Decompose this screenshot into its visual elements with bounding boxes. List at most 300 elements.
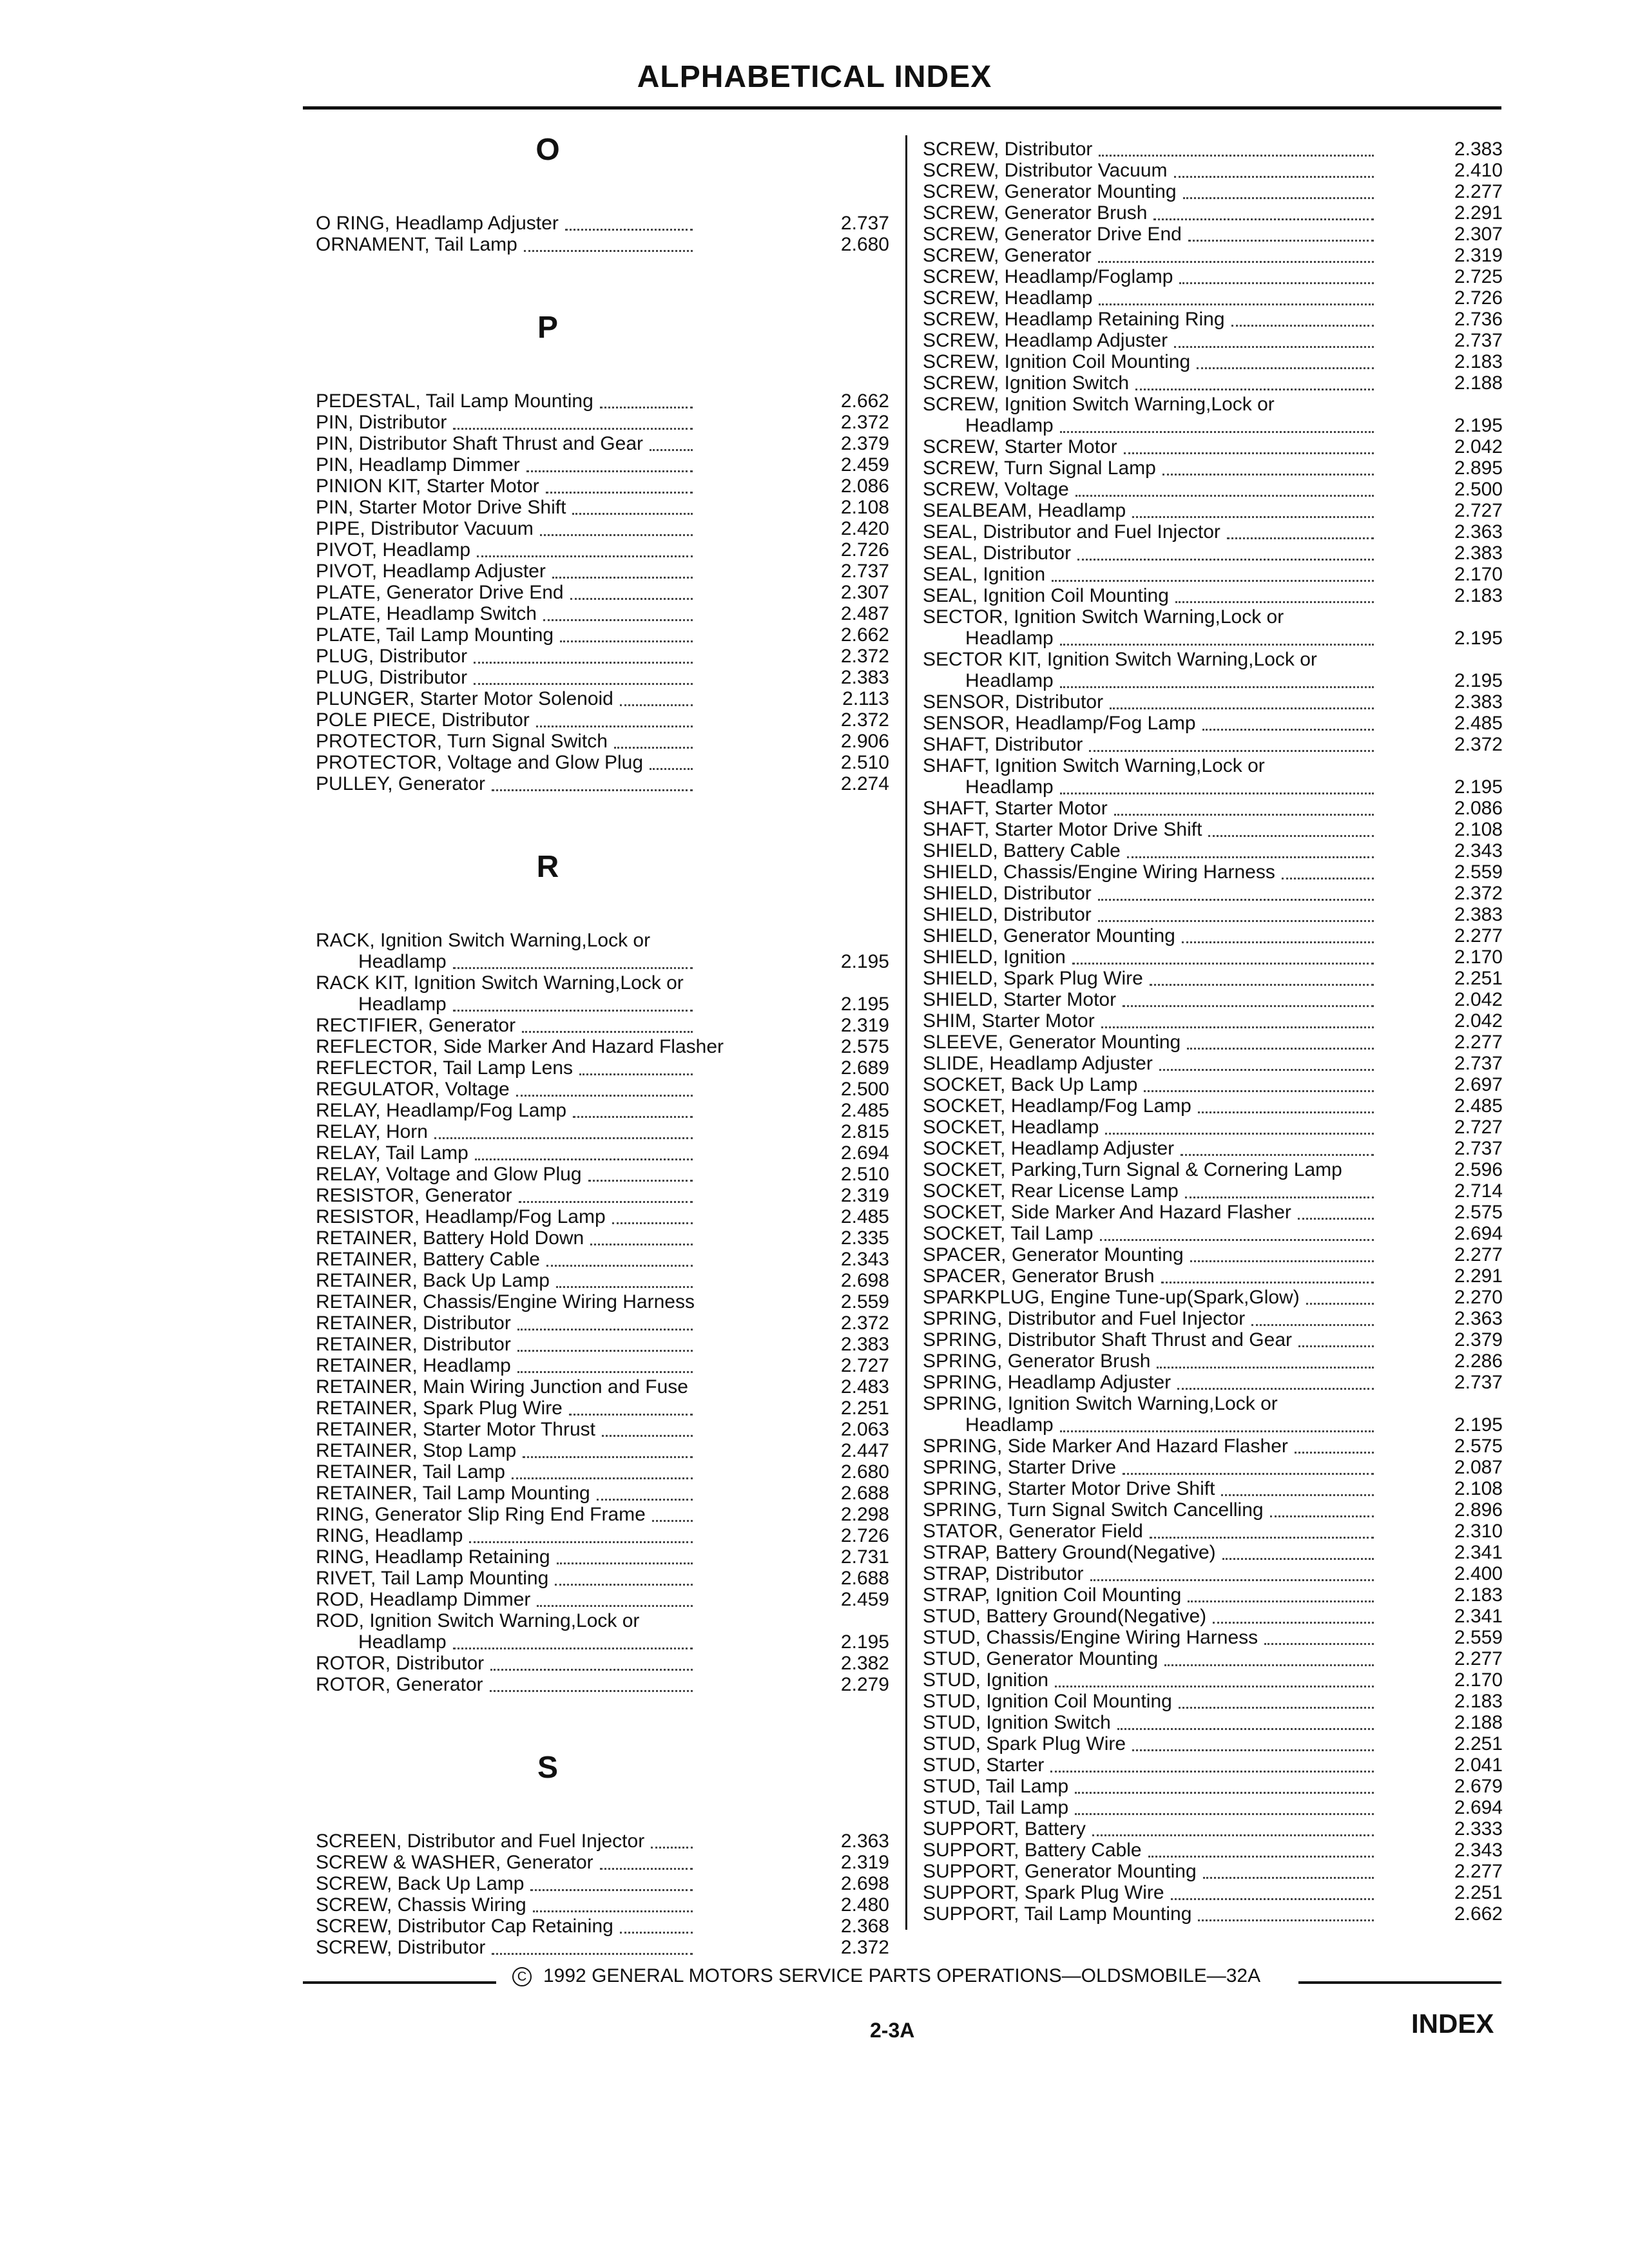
index-entry xyxy=(316,1852,889,1873)
page-reference: 2.379 xyxy=(840,433,889,454)
entry-label: SHIELD, Chassis/Engine Wiring Harness xyxy=(923,861,1275,883)
entry-label: REFLECTOR, Tail Lamp Lens xyxy=(316,1057,574,1079)
copyright-line xyxy=(512,1965,1260,1987)
dot-leader xyxy=(1127,856,1374,858)
dot-leader xyxy=(519,1201,693,1203)
entry-label: RETAINER, Distributor xyxy=(316,1312,511,1334)
dot-leader xyxy=(572,513,693,515)
entry-label: PLATE, Tail Lamp Mounting xyxy=(316,624,554,646)
dot-leader xyxy=(650,768,693,770)
dot-leader xyxy=(620,704,693,706)
page-reference: 2.559 xyxy=(1454,1627,1503,1648)
index-entry xyxy=(316,1937,889,1958)
dot-leader xyxy=(1171,1898,1374,1900)
page-reference: 2.662 xyxy=(840,390,889,412)
dot-leader xyxy=(1135,389,1374,390)
entry-label: RETAINER, Battery Hold Down xyxy=(316,1227,584,1249)
index-entry xyxy=(923,1712,1503,1733)
page-reference: 2.277 xyxy=(1454,925,1503,947)
index-entry xyxy=(923,330,1503,351)
index-entry xyxy=(316,1525,889,1546)
index-entry xyxy=(923,181,1503,202)
page-reference: 2.383 xyxy=(840,667,889,688)
index-entry xyxy=(316,1440,889,1461)
dot-leader xyxy=(1075,495,1374,497)
index-entry xyxy=(923,287,1503,309)
dot-leader xyxy=(1295,1452,1374,1454)
dot-leader xyxy=(469,1541,693,1543)
page-reference: 2.195 xyxy=(1454,670,1503,691)
index-entry xyxy=(923,713,1503,734)
page-reference: 2.694 xyxy=(840,1142,889,1164)
page-reference: 2.372 xyxy=(840,1312,889,1334)
index-entry xyxy=(316,1334,889,1355)
page-reference: 2.170 xyxy=(1454,1669,1503,1691)
index-entry xyxy=(316,688,889,709)
dot-leader xyxy=(597,1499,693,1501)
page-reference: 2.310 xyxy=(1454,1521,1503,1542)
index-entry xyxy=(316,1185,889,1206)
index-entry xyxy=(923,1563,1503,1584)
index-entry xyxy=(923,1202,1503,1223)
page-reference: 2.688 xyxy=(840,1568,889,1589)
entry-label: ROTOR, Generator xyxy=(316,1674,483,1695)
page-reference: 2.188 xyxy=(1454,1712,1503,1733)
entry-label: SCREW, Voltage xyxy=(923,479,1069,500)
page-reference: 2.485 xyxy=(840,1206,889,1227)
entry-label: SOCKET, Side Marker And Hazard Flasher xyxy=(923,1202,1291,1223)
entry-label: SCREW, Generator Mounting xyxy=(923,181,1177,202)
entry-label: PROTECTOR, Turn Signal Switch xyxy=(316,731,608,752)
page-reference: 2.363 xyxy=(840,1831,889,1852)
dot-leader xyxy=(565,229,693,231)
page-reference: 2.485 xyxy=(1454,1095,1503,1117)
entry-label: SPACER, Generator Mounting xyxy=(923,1244,1184,1265)
index-entry xyxy=(316,1483,889,1504)
index-entry xyxy=(316,994,889,1015)
section-letter: P xyxy=(537,311,558,345)
entry-label: Headlamp xyxy=(965,1414,1054,1436)
page-reference: 2.041 xyxy=(1454,1754,1503,1776)
entry-label: SUPPORT, Battery xyxy=(923,1818,1086,1840)
page-reference: 2.420 xyxy=(840,518,889,539)
dot-leader xyxy=(453,1648,693,1649)
dot-leader xyxy=(475,1158,693,1160)
dot-leader xyxy=(1222,1558,1374,1560)
page-reference: 2.500 xyxy=(840,1079,889,1100)
page-reference: 2.343 xyxy=(840,1249,889,1270)
entry-label: SCREW, Ignition Switch Warning,Lock or xyxy=(923,394,1275,415)
dot-leader xyxy=(1089,750,1374,752)
entry-label: SOCKET, Rear License Lamp xyxy=(923,1180,1179,1202)
dot-leader xyxy=(1251,1324,1374,1326)
dot-leader xyxy=(1227,537,1374,539)
entry-label: STRAP, Battery Ground(Negative) xyxy=(923,1542,1216,1563)
page-reference: 2.727 xyxy=(1454,1117,1503,1138)
index-entry xyxy=(923,606,1503,628)
dot-leader xyxy=(1157,1367,1374,1369)
index-entry xyxy=(923,1754,1503,1776)
index-entry xyxy=(316,1355,889,1376)
entry-label: SENSOR, Distributor xyxy=(923,691,1104,713)
dot-leader xyxy=(1179,282,1374,284)
index-entry xyxy=(923,904,1503,925)
dot-leader xyxy=(1188,1600,1374,1602)
page-reference: 2.896 xyxy=(1454,1499,1503,1521)
entry-label: RACK KIT, Ignition Switch Warning,Lock or xyxy=(316,972,684,994)
page-reference: 2.679 xyxy=(1454,1776,1503,1797)
index-entry xyxy=(316,773,889,794)
page-reference: 2.341 xyxy=(1454,1542,1503,1563)
index-entry xyxy=(923,819,1503,840)
index-entry xyxy=(316,1121,889,1142)
entry-label: SCREW, Headlamp Retaining Ring xyxy=(923,309,1225,330)
column-divider xyxy=(905,135,907,1930)
entry-label: SLEEVE, Generator Mounting xyxy=(923,1032,1181,1053)
dot-leader xyxy=(543,619,693,621)
index-entry xyxy=(923,1117,1503,1138)
dot-leader xyxy=(1132,516,1374,518)
entry-label: STRAP, Distributor xyxy=(923,1563,1084,1584)
dot-leader xyxy=(1306,1303,1374,1305)
index-entry xyxy=(316,1589,889,1610)
index-entry xyxy=(923,947,1503,968)
entry-label: SUPPORT, Tail Lamp Mounting xyxy=(923,1903,1192,1925)
index-entry xyxy=(923,1882,1503,1903)
entry-label: PLUG, Distributor xyxy=(316,646,468,667)
entry-label: STUD, Generator Mounting xyxy=(923,1648,1159,1669)
page-reference: 2.341 xyxy=(1454,1606,1503,1627)
index-entry xyxy=(923,500,1503,521)
dot-leader xyxy=(530,1889,693,1891)
entry-label: RETAINER, Tail Lamp Mounting xyxy=(316,1483,590,1504)
dot-leader xyxy=(1117,1728,1374,1730)
index-entry xyxy=(923,968,1503,989)
index-entry xyxy=(923,372,1503,394)
dot-leader xyxy=(1198,1919,1374,1921)
dot-leader xyxy=(556,1286,693,1288)
dot-leader xyxy=(492,1953,693,1955)
dot-leader xyxy=(537,1605,693,1607)
entry-label: SECTOR KIT, Ignition Switch Warning,Lock or xyxy=(923,649,1317,670)
index-entry xyxy=(316,234,889,255)
index-entry xyxy=(316,518,889,539)
page-reference: 2.183 xyxy=(1454,1691,1503,1712)
entry-label: SCREW, Ignition Coil Mounting xyxy=(923,351,1191,372)
dot-leader xyxy=(1150,1537,1374,1539)
section-letter: S xyxy=(537,1751,558,1785)
dot-leader xyxy=(546,1265,693,1267)
entry-label: RELAY, Headlamp/Fog Lamp xyxy=(316,1100,567,1121)
page-reference: 2.319 xyxy=(840,1852,889,1873)
index-entry xyxy=(923,1244,1503,1265)
page-reference: 2.815 xyxy=(840,1121,889,1142)
entry-label: RETAINER, Main Wiring Junction and Fuse xyxy=(316,1376,688,1398)
page-reference: 2.195 xyxy=(1454,776,1503,798)
page-reference: 2.688 xyxy=(840,1483,889,1504)
entry-label: PLUG, Distributor xyxy=(316,667,468,688)
dot-leader xyxy=(536,726,693,727)
entry-label: SCREW & WASHER, Generator xyxy=(316,1852,593,1873)
page-reference: 2.113 xyxy=(842,688,889,709)
entry-label: SHIELD, Battery Cable xyxy=(923,840,1121,861)
dot-leader xyxy=(1105,1133,1374,1135)
entry-label: RIVET, Tail Lamp Mounting xyxy=(316,1568,549,1589)
index-entry xyxy=(316,1227,889,1249)
page-reference: 2.274 xyxy=(840,773,889,794)
entry-label: PIPE, Distributor Vacuum xyxy=(316,518,534,539)
entry-label: RETAINER, Starter Motor Thrust xyxy=(316,1419,595,1440)
dot-leader xyxy=(546,492,693,494)
page-reference: 2.063 xyxy=(840,1419,889,1440)
dot-leader xyxy=(523,1456,693,1458)
page-reference: 2.108 xyxy=(840,497,889,518)
entry-label: PIVOT, Headlamp xyxy=(316,539,471,561)
dot-leader xyxy=(1181,1154,1374,1156)
entry-label: SCREW, Distributor xyxy=(316,1937,486,1958)
section-letter: R xyxy=(536,850,559,884)
index-entry xyxy=(923,224,1503,245)
entry-label: ROTOR, Distributor xyxy=(316,1653,485,1674)
dot-leader xyxy=(1092,1834,1374,1836)
dot-leader xyxy=(517,1350,693,1352)
entry-label: STUD, Starter xyxy=(923,1754,1045,1776)
dot-leader xyxy=(1221,1494,1374,1496)
dot-leader xyxy=(1050,1771,1374,1773)
entry-label: SPRING, Headlamp Adjuster xyxy=(923,1372,1171,1393)
page-reference: 2.906 xyxy=(840,731,889,752)
entry-label: PROTECTOR, Voltage and Glow Plug xyxy=(316,752,644,773)
dot-leader xyxy=(522,1031,693,1033)
index-entry xyxy=(316,1100,889,1121)
dot-leader xyxy=(492,789,693,791)
entry-label: STUD, Ignition xyxy=(923,1669,1049,1691)
page-reference: 2.698 xyxy=(840,1873,889,1894)
entry-label: Headlamp xyxy=(358,1631,447,1653)
index-entry xyxy=(923,1074,1503,1095)
page-reference: 2.363 xyxy=(1454,1308,1503,1329)
index-entry xyxy=(923,1329,1503,1350)
entry-label: SUPPORT, Spark Plug Wire xyxy=(923,1882,1164,1903)
page-reference: 2.596 xyxy=(1454,1159,1503,1180)
index-entry xyxy=(923,521,1503,543)
dot-leader xyxy=(600,1868,693,1870)
dot-leader xyxy=(1148,1856,1374,1858)
page-number: 2-3A xyxy=(870,2019,915,2042)
entry-label: PIN, Distributor Shaft Thrust and Gear xyxy=(316,433,643,454)
page-reference: 2.680 xyxy=(840,234,889,255)
entry-label: SHAFT, Ignition Switch Warning,Lock or xyxy=(923,755,1265,776)
page-reference: 2.725 xyxy=(1454,266,1503,287)
entry-label: SHAFT, Starter Motor xyxy=(923,798,1108,819)
dot-leader xyxy=(650,449,693,451)
dot-leader xyxy=(552,577,693,579)
index-entry xyxy=(923,734,1503,755)
dot-leader xyxy=(620,1932,693,1934)
dot-leader xyxy=(524,250,693,252)
entry-label: SPRING, Distributor Shaft Thrust and Gear xyxy=(923,1329,1293,1350)
dot-leader xyxy=(516,1095,693,1097)
page-reference: 2.383 xyxy=(1454,139,1503,160)
footer-rule-right xyxy=(1298,1981,1501,1984)
page-reference: 2.251 xyxy=(1454,1733,1503,1754)
page-reference: 2.183 xyxy=(1454,585,1503,606)
dot-leader xyxy=(1188,240,1374,242)
index-entry xyxy=(316,1653,889,1674)
dot-leader xyxy=(1159,1069,1374,1071)
entry-label: REFLECTOR, Side Marker And Hazard Flasher xyxy=(316,1036,724,1057)
index-entry xyxy=(923,925,1503,947)
entry-label: SCREW, Generator xyxy=(923,245,1092,266)
page-title: ALPHABETICAL INDEX xyxy=(637,60,992,94)
index-entry xyxy=(923,1159,1503,1180)
dot-leader xyxy=(614,747,693,749)
page-reference: 2.383 xyxy=(1454,904,1503,925)
index-entry xyxy=(923,1010,1503,1032)
index-entry xyxy=(316,1249,889,1270)
index-entry xyxy=(923,1840,1503,1861)
index-entry xyxy=(923,1861,1503,1882)
dot-leader xyxy=(600,407,693,408)
page-reference: 2.319 xyxy=(840,1185,889,1206)
entry-label: SEAL, Distributor xyxy=(923,543,1072,564)
page-reference: 2.195 xyxy=(1454,1414,1503,1436)
index-entry xyxy=(923,266,1503,287)
entry-label: SCREEN, Distributor and Fuel Injector xyxy=(316,1831,645,1852)
dot-leader xyxy=(512,1477,693,1479)
entry-label: STUD, Spark Plug Wire xyxy=(923,1733,1126,1754)
copyright-icon: C xyxy=(512,1967,532,1986)
index-entry xyxy=(923,457,1503,479)
dot-leader xyxy=(526,470,693,472)
page-reference: 2.307 xyxy=(840,582,889,603)
index-entry xyxy=(923,1606,1503,1627)
entry-label: Headlamp xyxy=(965,776,1054,798)
entry-label: SUPPORT, Generator Mounting xyxy=(923,1861,1197,1882)
page-reference: 2.277 xyxy=(1454,181,1503,202)
page-reference: 2.510 xyxy=(840,1164,889,1185)
index-entry xyxy=(923,883,1503,904)
page-reference: 2.694 xyxy=(1454,1797,1503,1818)
page-reference: 2.727 xyxy=(840,1355,889,1376)
index-entry xyxy=(923,649,1503,670)
index-entry xyxy=(316,1610,889,1631)
index-entry xyxy=(316,1142,889,1164)
index-entry xyxy=(316,930,889,951)
dot-leader xyxy=(1055,1686,1374,1687)
dot-leader xyxy=(1123,1005,1374,1007)
page-reference: 2.697 xyxy=(1454,1074,1503,1095)
entry-label: SEAL, Distributor and Fuel Injector xyxy=(923,521,1220,543)
index-entry xyxy=(923,351,1503,372)
dot-leader xyxy=(1164,1664,1374,1666)
page-reference: 2.662 xyxy=(840,624,889,646)
page-reference: 2.251 xyxy=(1454,1882,1503,1903)
page-reference: 2.400 xyxy=(1454,1563,1503,1584)
entry-label: RING, Headlamp Retaining xyxy=(316,1546,550,1568)
entry-label: RACK, Ignition Switch Warning,Lock or xyxy=(316,930,651,951)
index-entry xyxy=(923,670,1503,691)
index-entry xyxy=(923,1733,1503,1754)
entry-label: RETAINER, Tail Lamp xyxy=(316,1461,505,1483)
index-entry xyxy=(923,1393,1503,1414)
page-reference: 2.459 xyxy=(840,454,889,476)
dot-leader xyxy=(1098,920,1374,922)
entry-label: RETAINER, Spark Plug Wire xyxy=(316,1398,563,1419)
entry-label: RETAINER, Chassis/Engine Wiring Harness xyxy=(316,1291,695,1312)
entry-label: O RING, Headlamp Adjuster xyxy=(316,213,559,234)
entry-label: SLIDE, Headlamp Adjuster xyxy=(923,1053,1153,1074)
title-rule xyxy=(303,106,1501,110)
index-entry xyxy=(923,1095,1503,1117)
entry-label: SCREW, Turn Signal Lamp xyxy=(923,457,1156,479)
page-reference: 2.251 xyxy=(1454,968,1503,989)
page-reference: 2.689 xyxy=(840,1057,889,1079)
page-reference: 2.737 xyxy=(1454,1138,1503,1159)
entry-label: SOCKET, Headlamp Adjuster xyxy=(923,1138,1175,1159)
page-reference: 2.277 xyxy=(1454,1648,1503,1669)
page-reference: 2.559 xyxy=(840,1291,889,1312)
page-reference: 2.559 xyxy=(1454,861,1503,883)
page-reference: 2.319 xyxy=(840,1015,889,1036)
dot-leader xyxy=(1060,1430,1374,1432)
index-entry xyxy=(923,1414,1503,1436)
entry-label: PIN, Starter Motor Drive Shift xyxy=(316,497,566,518)
page-reference: 2.108 xyxy=(1454,1478,1503,1499)
entry-label: SHIELD, Ignition xyxy=(923,947,1066,968)
index-entry xyxy=(316,624,889,646)
entry-label: SPRING, Ignition Switch Warning,Lock or xyxy=(923,1393,1278,1414)
dot-leader xyxy=(1075,1813,1374,1815)
page-reference: 2.042 xyxy=(1454,989,1503,1010)
index-entry xyxy=(316,1312,889,1334)
index-entry xyxy=(316,1674,889,1695)
page-reference: 2.195 xyxy=(840,1631,889,1653)
page-reference: 2.291 xyxy=(1454,202,1503,224)
dot-leader xyxy=(1190,1260,1374,1262)
dot-leader xyxy=(1161,1282,1374,1283)
entry-label: Headlamp xyxy=(965,670,1054,691)
entry-label: SCREW, Headlamp/Foglamp xyxy=(923,266,1173,287)
index-entry xyxy=(316,1631,889,1653)
entry-label: STUD, Ignition Coil Mounting xyxy=(923,1691,1172,1712)
entry-label: ROD, Headlamp Dimmer xyxy=(316,1589,531,1610)
index-entry xyxy=(316,561,889,582)
entry-label: SCREW, Ignition Switch xyxy=(923,372,1130,394)
dot-leader xyxy=(1072,963,1374,965)
entry-label: PLATE, Generator Drive End xyxy=(316,582,564,603)
index-entry xyxy=(316,412,889,433)
entry-label: RESISTOR, Headlamp/Fog Lamp xyxy=(316,1206,606,1227)
dot-leader xyxy=(602,1435,693,1437)
page-reference: 2.383 xyxy=(1454,543,1503,564)
page-reference: 2.714 xyxy=(1454,1180,1503,1202)
page-reference: 2.343 xyxy=(1454,840,1503,861)
dot-leader xyxy=(1101,1026,1374,1028)
page-reference: 2.447 xyxy=(840,1440,889,1461)
page-reference: 2.575 xyxy=(840,1036,889,1057)
entry-label: STUD, Tail Lamp xyxy=(923,1797,1069,1818)
dot-leader xyxy=(1264,1643,1374,1645)
dot-leader xyxy=(1090,1579,1374,1581)
entry-label: RELAY, Voltage and Glow Plug xyxy=(316,1164,582,1185)
entry-label: STUD, Tail Lamp xyxy=(923,1776,1069,1797)
index-entry xyxy=(923,309,1503,330)
index-entry xyxy=(316,951,889,972)
dot-leader xyxy=(1100,1239,1374,1241)
index-entry xyxy=(923,1053,1503,1074)
page-reference: 2.680 xyxy=(840,1461,889,1483)
